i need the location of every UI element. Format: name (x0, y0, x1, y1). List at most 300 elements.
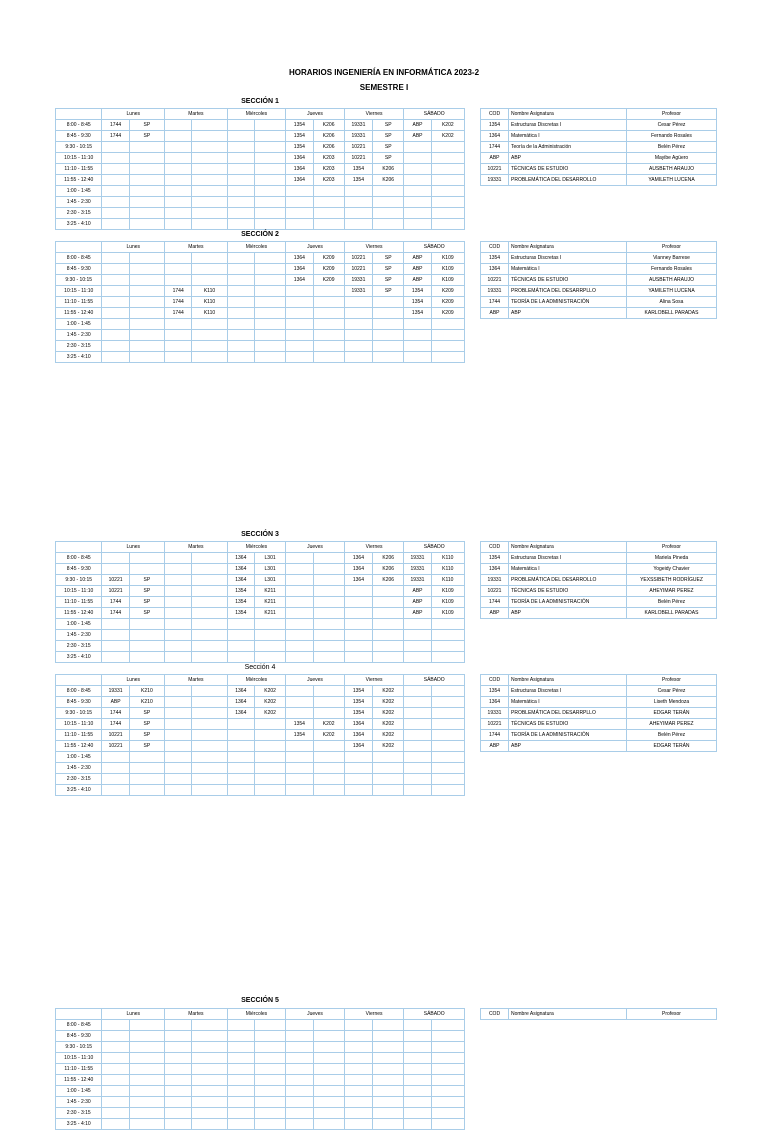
schedule-cell: 1354 (286, 131, 313, 142)
day-header-cell: SÁBADO (404, 1009, 465, 1020)
subject-code-cell: 1354 (481, 253, 509, 264)
schedule-row (56, 275, 465, 286)
subject-professor-cell: Fernando Rosales (627, 264, 717, 275)
schedule-cell (129, 208, 164, 219)
schedule-cell (404, 730, 431, 741)
schedule-cell (165, 697, 192, 708)
schedule-cell (192, 708, 227, 719)
schedule-cell (344, 341, 372, 352)
schedule-cell (192, 652, 227, 663)
time-slot-cell: 11:55 - 12:40 (56, 1075, 102, 1086)
schedule-cell (129, 164, 164, 175)
schedule-cell: 1364 (286, 264, 313, 275)
schedule-cell: K209 (313, 264, 344, 275)
schedule-cell (227, 630, 254, 641)
schedule-cell (102, 297, 129, 308)
schedule-cell (165, 708, 192, 719)
subject-row (481, 741, 717, 752)
day-header-cell: Miércoles (227, 542, 286, 553)
schedule-cell (129, 1042, 164, 1053)
schedule-cell (373, 1031, 404, 1042)
schedule-cell (129, 219, 164, 230)
subject-row (481, 708, 717, 719)
schedule-cell (227, 652, 254, 663)
schedule-cell (404, 197, 431, 208)
day-header-cell: Miércoles (227, 242, 286, 253)
schedule-cell (165, 641, 192, 652)
schedule-row (56, 597, 465, 608)
schedule-cell (102, 341, 129, 352)
schedule-row (56, 730, 465, 741)
schedule-cell (227, 131, 254, 142)
schedule-cell (254, 652, 285, 663)
section-title: SECCIÓN 1 (241, 98, 279, 105)
schedule-cell: 1364 (227, 553, 254, 564)
day-header-cell: Jueves (286, 109, 345, 120)
schedule-cell (165, 730, 192, 741)
schedule-cell (227, 719, 254, 730)
schedule-cell (313, 1075, 344, 1086)
schedule-cell (254, 153, 285, 164)
schedule-cell: K206 (313, 142, 344, 153)
schedule-cell (102, 564, 129, 575)
subject-code-cell: ABP (481, 308, 509, 319)
time-slot-cell: 1:45 - 2:30 (56, 197, 102, 208)
schedule-cell (165, 741, 192, 752)
time-slot-cell: 11:10 - 11:55 (56, 164, 102, 175)
schedule-cell (286, 1031, 313, 1042)
schedule-cell (129, 341, 164, 352)
schedule-cell (286, 308, 313, 319)
schedule-cell (286, 197, 313, 208)
schedule-cell (254, 352, 285, 363)
schedule-row (56, 308, 465, 319)
schedule-cell (165, 153, 192, 164)
time-slot-cell: 8:45 - 9:30 (56, 264, 102, 275)
schedule-cell (129, 1064, 164, 1075)
time-slot-cell: 8:00 - 8:45 (56, 1020, 102, 1031)
day-header-cell: Viernes (344, 675, 404, 686)
time-header-cell (56, 242, 102, 253)
schedule-cell (431, 186, 464, 197)
schedule-cell (165, 1075, 192, 1086)
subjects-header-cell: Profesor (627, 109, 717, 120)
schedule-cell: SP (129, 708, 164, 719)
schedule-cell (102, 1097, 129, 1108)
schedule-row (56, 652, 465, 663)
schedule-cell (373, 652, 404, 663)
time-slot-cell: 10:15 - 11:10 (56, 719, 102, 730)
schedule-cell (192, 197, 227, 208)
schedule-cell (192, 785, 227, 796)
schedule-cell (129, 1086, 164, 1097)
schedule-cell (313, 208, 344, 219)
schedule-cell (254, 197, 285, 208)
schedule-row (56, 641, 465, 652)
schedule-cell (404, 763, 431, 774)
schedule-cell: K210 (129, 686, 164, 697)
schedule-cell (227, 741, 254, 752)
schedule-cell (313, 319, 344, 330)
schedule-cell: K209 (313, 275, 344, 286)
schedule-cell: K206 (313, 120, 344, 131)
schedule-row (56, 319, 465, 330)
schedule-cell: 10221 (344, 264, 372, 275)
schedule-cell: L301 (254, 575, 285, 586)
subject-code-cell: 1744 (481, 730, 509, 741)
schedule-cell (431, 1097, 464, 1108)
schedule-cell (404, 774, 431, 785)
subject-professor-cell: YAMILETH LUCENA (627, 175, 717, 186)
schedule-cell (102, 153, 129, 164)
schedule-cell (254, 219, 285, 230)
schedule-cell (313, 341, 344, 352)
subject-name-cell: Matemática I (509, 564, 627, 575)
schedule-cell (227, 1108, 254, 1119)
schedule-cell (227, 197, 254, 208)
schedule-cell (344, 641, 372, 652)
schedule-cell (254, 1053, 285, 1064)
schedule-cell: 19331 (404, 564, 431, 575)
section-title: Sección 4 (244, 664, 276, 671)
schedule-cell (286, 741, 313, 752)
schedule-cell (192, 608, 227, 619)
schedule-cell (286, 186, 313, 197)
schedule-cell (192, 719, 227, 730)
subjects-header-cell: Profesor (627, 542, 717, 553)
schedule-cell (431, 1119, 464, 1130)
schedule-row (56, 686, 465, 697)
schedule-cell (344, 774, 372, 785)
schedule-cell: ABP (404, 608, 431, 619)
schedule-cell (165, 197, 192, 208)
schedule-cell: K202 (254, 708, 285, 719)
time-slot-cell: 1:00 - 1:45 (56, 186, 102, 197)
schedule-cell (313, 197, 344, 208)
schedule-cell (192, 1075, 227, 1086)
schedule-cell: SP (373, 142, 404, 153)
schedule-cell (165, 608, 192, 619)
schedule-cell (254, 341, 285, 352)
section-title: SECCIÓN 5 (241, 997, 279, 1004)
schedule-cell (254, 730, 285, 741)
schedule-cell: 1354 (344, 697, 372, 708)
schedule-cell (313, 1108, 344, 1119)
schedule-cell: SP (129, 575, 164, 586)
schedule-cell (313, 1053, 344, 1064)
schedule-cell (431, 730, 464, 741)
schedule-cell: K211 (254, 586, 285, 597)
schedule-cell: K202 (373, 741, 404, 752)
subjects-table (480, 541, 717, 619)
schedule-cell (165, 175, 192, 186)
time-slot-cell: 2:30 - 3:15 (56, 641, 102, 652)
schedule-cell (192, 1119, 227, 1130)
day-header-cell: Viernes (344, 542, 404, 553)
schedule-cell (102, 1119, 129, 1130)
schedule-cell (192, 153, 227, 164)
schedule-cell (431, 1042, 464, 1053)
schedule-cell (373, 774, 404, 785)
schedule-cell (313, 297, 344, 308)
schedule-row (56, 1097, 465, 1108)
schedule-cell: K202 (313, 719, 344, 730)
subject-name-cell: PROBLEMÁTICA DEL DESARROLLO (509, 575, 627, 586)
schedule-cell (373, 208, 404, 219)
schedule-cell (431, 752, 464, 763)
schedule-cell: 19331 (344, 275, 372, 286)
schedule-cell: 1364 (286, 164, 313, 175)
subjects-header-cell: Profesor (627, 1009, 717, 1020)
schedule-cell (344, 352, 372, 363)
schedule-cell (227, 785, 254, 796)
schedule-cell: K210 (129, 697, 164, 708)
time-slot-cell: 11:10 - 11:55 (56, 1064, 102, 1075)
schedule-cell (404, 652, 431, 663)
schedule-cell (286, 1053, 313, 1064)
schedule-cell (286, 608, 313, 619)
schedule-cell (227, 619, 254, 630)
schedule-cell (373, 1053, 404, 1064)
schedule-row (56, 1031, 465, 1042)
schedule-cell (129, 1097, 164, 1108)
day-header-cell: SÁBADO (404, 675, 465, 686)
subject-professor-cell: YEXSSIBETH RODRÍGUEZ (627, 575, 717, 586)
schedule-cell (254, 641, 285, 652)
schedule-cell (313, 1031, 344, 1042)
time-slot-cell: 11:55 - 12:40 (56, 175, 102, 186)
schedule-cell (192, 319, 227, 330)
schedule-cell (165, 341, 192, 352)
schedule-cell (165, 131, 192, 142)
schedule-cell (227, 763, 254, 774)
schedule-cell: ABP (404, 253, 431, 264)
schedule-cell (313, 1042, 344, 1053)
schedule-cell (431, 652, 464, 663)
schedule-cell (373, 630, 404, 641)
schedule-cell (254, 752, 285, 763)
schedule-cell (344, 297, 372, 308)
schedule-cell (431, 785, 464, 796)
schedule-cell (404, 1119, 431, 1130)
subject-professor-cell: AUSBETH ARAUJO (627, 164, 717, 175)
schedule-cell (344, 752, 372, 763)
day-header-cell: Lunes (102, 675, 165, 686)
schedule-cell (165, 1031, 192, 1042)
subject-code-cell: 1364 (481, 564, 509, 575)
schedule-cell (404, 1108, 431, 1119)
schedule-cell (102, 352, 129, 363)
schedule-cell (129, 553, 164, 564)
schedule-cell (344, 197, 372, 208)
schedule-cell (254, 319, 285, 330)
schedule-cell (165, 264, 192, 275)
schedule-cell (254, 1042, 285, 1053)
subjects-table (480, 241, 717, 319)
schedule-cell: 1364 (227, 564, 254, 575)
schedule-cell: 10221 (344, 153, 372, 164)
schedule-cell (129, 319, 164, 330)
schedule-cell (373, 763, 404, 774)
schedule-cell (344, 1108, 372, 1119)
subjects-table (480, 108, 717, 186)
schedule-cell (129, 630, 164, 641)
time-slot-cell: 8:45 - 9:30 (56, 697, 102, 708)
schedule-cell: K209 (313, 253, 344, 264)
time-slot-cell: 9:30 - 10:15 (56, 575, 102, 586)
schedule-cell: 19331 (344, 131, 372, 142)
schedule-cell: ABP (404, 275, 431, 286)
schedule-cell (165, 752, 192, 763)
subject-professor-cell: YAMILETH LUCENA (627, 286, 717, 297)
schedule-cell (129, 264, 164, 275)
schedule-cell (313, 774, 344, 785)
schedule-cell (102, 142, 129, 153)
schedule-cell (254, 120, 285, 131)
schedule-cell (102, 1031, 129, 1042)
schedule-cell (313, 286, 344, 297)
schedule-header-row (56, 1009, 465, 1020)
subject-row (481, 575, 717, 586)
time-slot-cell: 3:25 - 4:10 (56, 785, 102, 796)
schedule-cell (254, 1031, 285, 1042)
day-header-cell: Lunes (102, 109, 165, 120)
subject-professor-cell: Belén Pérez (627, 142, 717, 153)
schedule-cell: 1354 (344, 175, 372, 186)
schedule-cell (192, 219, 227, 230)
schedule-cell (313, 330, 344, 341)
schedule-row (56, 1086, 465, 1097)
schedule-cell (192, 1064, 227, 1075)
schedule-cell (431, 708, 464, 719)
subject-name-cell: TÉCNICAS DE ESTUDIO (509, 586, 627, 597)
schedule-cell: 19331 (404, 575, 431, 586)
subject-row (481, 142, 717, 153)
time-slot-cell: 10:15 - 11:10 (56, 153, 102, 164)
schedule-cell (129, 142, 164, 153)
schedule-cell (227, 308, 254, 319)
subject-code-cell: 10221 (481, 164, 509, 175)
schedule-cell (313, 1020, 344, 1031)
schedule-cell (227, 120, 254, 131)
schedule-cell (129, 253, 164, 264)
schedule-table (55, 1008, 465, 1130)
subject-code-cell: 1364 (481, 264, 509, 275)
schedule-cell (254, 308, 285, 319)
schedule-cell (344, 1086, 372, 1097)
subject-professor-cell: Mayibe Agüero (627, 153, 717, 164)
time-header-cell (56, 1009, 102, 1020)
schedule-cell (431, 352, 464, 363)
schedule-cell (313, 1086, 344, 1097)
subject-name-cell: Teoría de la Administración (509, 142, 627, 153)
day-header-cell: Jueves (286, 675, 345, 686)
subject-code-cell: ABP (481, 741, 509, 752)
schedule-cell (165, 186, 192, 197)
schedule-cell (404, 719, 431, 730)
schedule-cell (102, 752, 129, 763)
schedule-cell (404, 630, 431, 641)
schedule-cell (192, 142, 227, 153)
schedule-cell: SP (373, 120, 404, 131)
schedule-cell (129, 1108, 164, 1119)
time-slot-cell: 9:30 - 10:15 (56, 142, 102, 153)
schedule-cell (404, 1031, 431, 1042)
schedule-row (56, 264, 465, 275)
schedule-cell (254, 186, 285, 197)
schedule-cell (373, 197, 404, 208)
schedule-cell (254, 630, 285, 641)
schedule-cell (129, 175, 164, 186)
schedule-row (56, 630, 465, 641)
schedule-cell (227, 297, 254, 308)
schedule-cell (192, 774, 227, 785)
schedule-cell (431, 1086, 464, 1097)
schedule-cell (373, 1097, 404, 1108)
schedule-cell: 1364 (344, 564, 372, 575)
time-slot-cell: 3:25 - 4:10 (56, 219, 102, 230)
schedule-cell (102, 641, 129, 652)
subject-row (481, 175, 717, 186)
schedule-cell (404, 219, 431, 230)
schedule-cell (192, 1053, 227, 1064)
schedule-cell: K110 (431, 553, 464, 564)
schedule-cell (227, 319, 254, 330)
subjects-header-cell: COD (481, 109, 509, 120)
schedule-cell (404, 1042, 431, 1053)
schedule-cell: SP (373, 131, 404, 142)
schedule-cell (313, 641, 344, 652)
schedule-cell (102, 1064, 129, 1075)
schedule-cell (165, 586, 192, 597)
subject-name-cell: TEORÍA DE LA ADMINISTRACIÓN (509, 297, 627, 308)
day-header-cell: Martes (165, 675, 228, 686)
subject-row (481, 164, 717, 175)
time-slot-cell: 3:25 - 4:10 (56, 352, 102, 363)
schedule-cell (344, 1064, 372, 1075)
schedule-cell (431, 763, 464, 774)
schedule-cell (254, 164, 285, 175)
schedule-cell (373, 1020, 404, 1031)
subject-professor-cell: Cesar Pérez (627, 686, 717, 697)
schedule-cell (344, 1075, 372, 1086)
schedule-row (56, 575, 465, 586)
schedule-cell (254, 142, 285, 153)
schedule-cell: 1354 (344, 686, 372, 697)
schedule-cell (431, 1031, 464, 1042)
schedule-cell: 1744 (102, 131, 129, 142)
schedule-row (56, 1119, 465, 1130)
schedule-cell: K211 (254, 608, 285, 619)
schedule-cell (227, 1053, 254, 1064)
schedule-row (56, 785, 465, 796)
subject-code-cell: 1354 (481, 686, 509, 697)
schedule-cell: SP (129, 131, 164, 142)
schedule-cell (102, 763, 129, 774)
subject-name-cell: Estructuras Discretas I (509, 253, 627, 264)
subject-code-cell: 1364 (481, 131, 509, 142)
schedule-cell (344, 1119, 372, 1130)
subjects-header-cell: Profesor (627, 675, 717, 686)
section-title: SECCIÓN 3 (241, 531, 279, 538)
schedule-cell (227, 1042, 254, 1053)
schedule-cell: K202 (431, 120, 464, 131)
subject-code-cell: 1354 (481, 120, 509, 131)
schedule-cell (227, 352, 254, 363)
schedule-cell (313, 619, 344, 630)
schedule-cell (373, 1086, 404, 1097)
schedule-cell (192, 564, 227, 575)
